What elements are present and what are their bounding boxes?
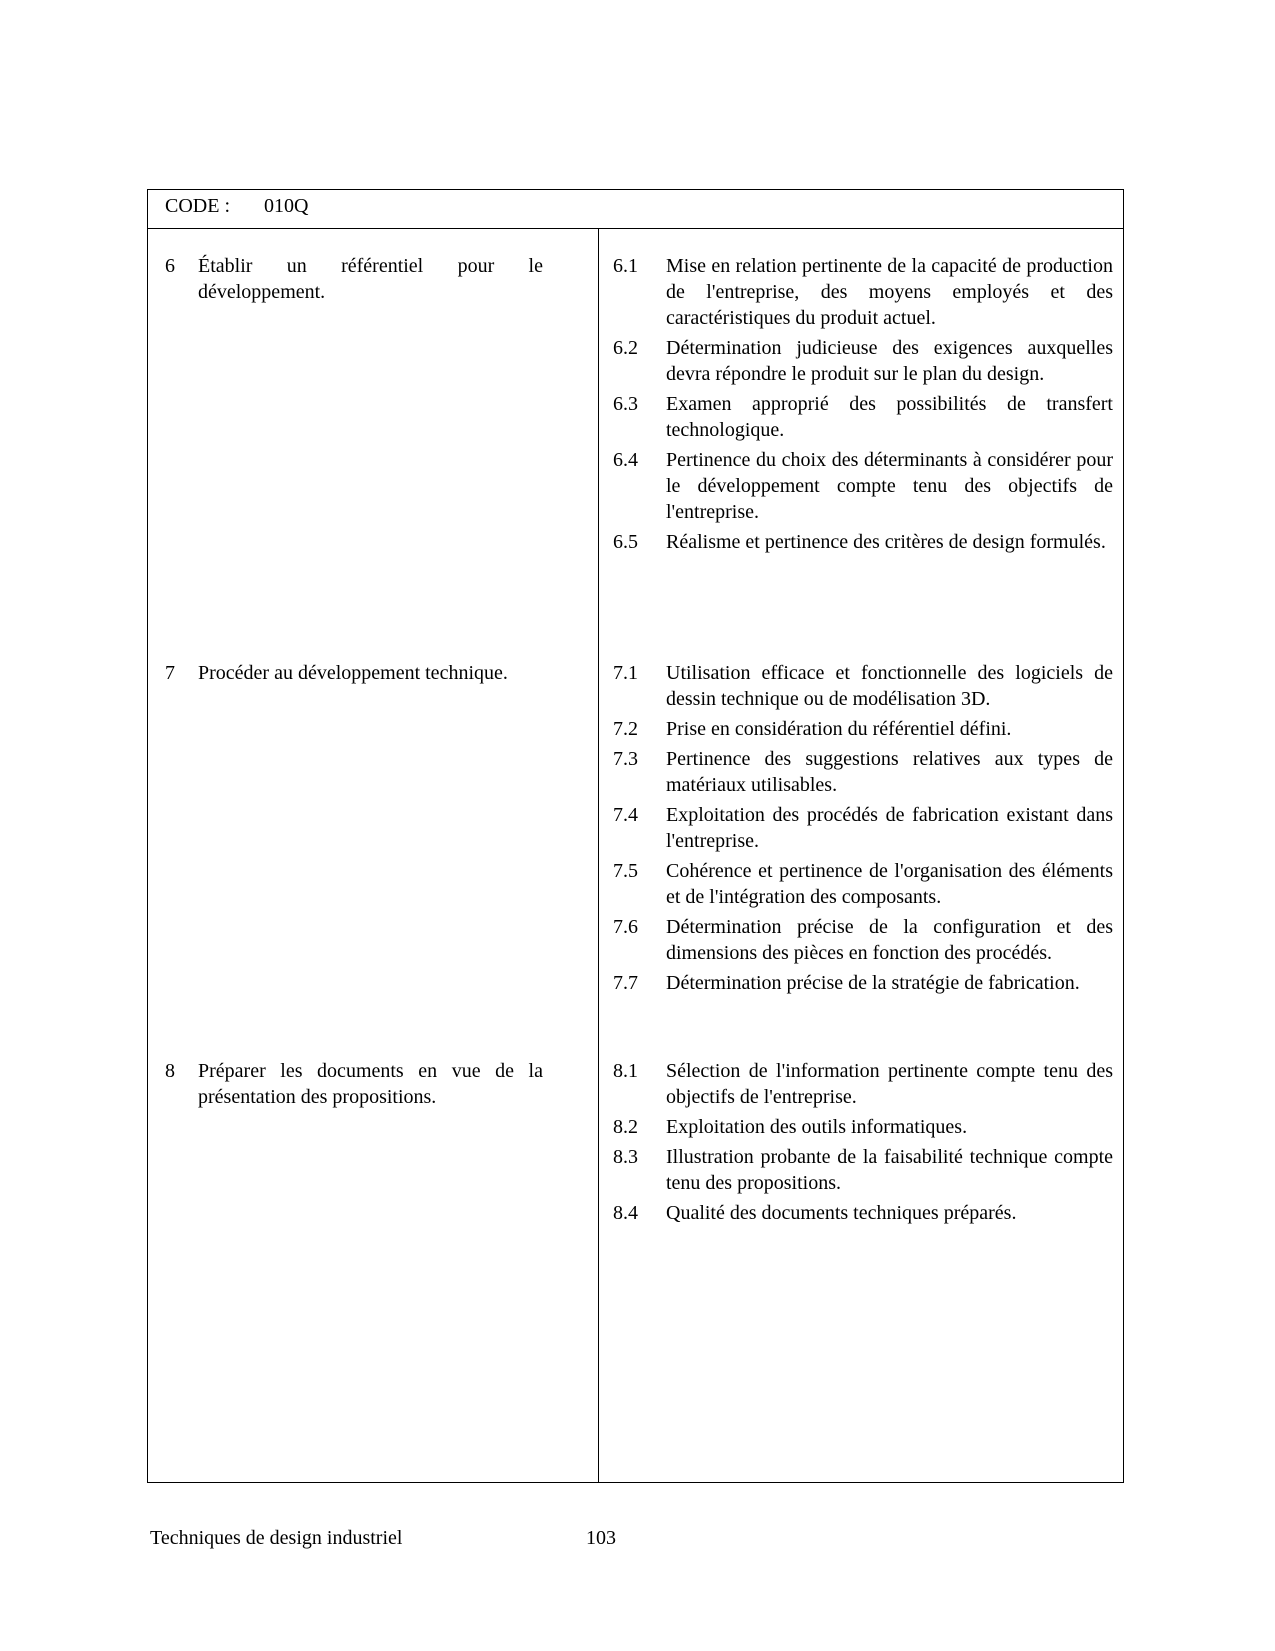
criterion-text: Pertinence des suggestions relatives aux types de matériaux utilisables. xyxy=(666,748,1113,796)
criterion-number: 7.5 xyxy=(613,860,638,882)
criterion xyxy=(613,1058,1113,1110)
criterion-number: 6.3 xyxy=(613,393,638,415)
criterion-text: Détermination judicieuse des exigences auxquelles devra répondre le produit sur le plan du design. xyxy=(666,337,1113,385)
criterion xyxy=(613,802,1113,854)
competency-table xyxy=(147,189,1124,1483)
criterion xyxy=(613,660,1113,712)
criterion-number: 6.5 xyxy=(613,531,638,553)
criteria-list xyxy=(613,253,1113,559)
criterion-number: 6.1 xyxy=(613,255,638,277)
criterion xyxy=(613,858,1113,910)
section-title: Établir un référentiel pour le développement. xyxy=(198,255,543,303)
criteria-list xyxy=(613,660,1113,1000)
footer-title: Techniques de design industriel xyxy=(150,1527,403,1549)
criterion-number: 7.2 xyxy=(613,718,638,740)
criterion-text: Mise en relation pertinente de la capacité de production de l'entreprise, des moyens employés et des caractéristiques du produit actuel. xyxy=(666,255,1113,329)
criterion-text: Détermination précise de la configuration et des dimensions des pièces en fonction des procédés. xyxy=(666,916,1113,964)
section-title: Préparer les documents en vue de la présentation des propositions. xyxy=(198,1060,543,1108)
criterion-text: Qualité des documents techniques préparés. xyxy=(666,1202,1017,1224)
criterion-text: Examen approprié des possibilités de transfert technologique. xyxy=(666,393,1113,441)
criterion-text: Cohérence et pertinence de l'organisation des éléments et de l'intégration des composants. xyxy=(666,860,1113,908)
criterion-number: 6.2 xyxy=(613,337,638,359)
criterion xyxy=(613,970,1113,996)
criterion-text: Réalisme et pertinence des critères de design formulés. xyxy=(666,531,1106,553)
section-number: 8 xyxy=(165,1060,175,1082)
section-title: Procéder au développement technique. xyxy=(198,662,508,684)
criterion-text: Prise en considération du référentiel défini. xyxy=(666,718,1012,740)
criterion xyxy=(613,391,1113,443)
section-number: 6 xyxy=(165,255,175,277)
criterion-number: 8.3 xyxy=(613,1146,638,1168)
criterion xyxy=(613,716,1113,742)
criterion xyxy=(613,914,1113,966)
section-number: 7 xyxy=(165,662,175,684)
criteria-list xyxy=(613,1058,1113,1230)
criterion-text: Détermination précise de la stratégie de fabrication. xyxy=(666,972,1080,994)
criterion-number: 8.1 xyxy=(613,1060,638,1082)
criterion-number: 7.1 xyxy=(613,662,638,684)
criterion xyxy=(613,253,1113,331)
criterion xyxy=(613,746,1113,798)
criterion xyxy=(613,447,1113,525)
criterion-number: 7.6 xyxy=(613,916,638,938)
criterion-number: 8.4 xyxy=(613,1202,638,1224)
criterion-number: 8.2 xyxy=(613,1116,638,1138)
criterion-number: 6.4 xyxy=(613,449,638,471)
criterion-number: 7.3 xyxy=(613,748,638,770)
criterion-text: Exploitation des procédés de fabrication existant dans l'entreprise. xyxy=(666,804,1113,852)
column-divider xyxy=(598,228,599,1482)
criterion xyxy=(613,529,1113,555)
criterion-text: Pertinence du choix des déterminants à considérer pour le développement compte tenu des objectifs de l'entreprise. xyxy=(666,449,1113,523)
page-number: 103 xyxy=(586,1527,616,1549)
code-label: CODE : xyxy=(165,195,230,217)
criterion xyxy=(613,1144,1113,1196)
criterion-text: Illustration probante de la faisabilité technique compte tenu des propositions. xyxy=(666,1146,1113,1194)
code-row xyxy=(148,190,1123,229)
code-value: 010Q xyxy=(264,195,309,217)
criterion-number: 7.7 xyxy=(613,972,638,994)
criterion xyxy=(613,1200,1113,1226)
criterion xyxy=(613,1114,1113,1140)
criterion xyxy=(613,335,1113,387)
criterion-text: Exploitation des outils informatiques. xyxy=(666,1116,968,1138)
criterion-text: Utilisation efficace et fonctionnelle des logiciels de dessin technique ou de modélisation 3D. xyxy=(666,662,1113,710)
criterion-number: 7.4 xyxy=(613,804,638,826)
criterion-text: Sélection de l'information pertinente compte tenu des objectifs de l'entreprise. xyxy=(666,1060,1113,1108)
